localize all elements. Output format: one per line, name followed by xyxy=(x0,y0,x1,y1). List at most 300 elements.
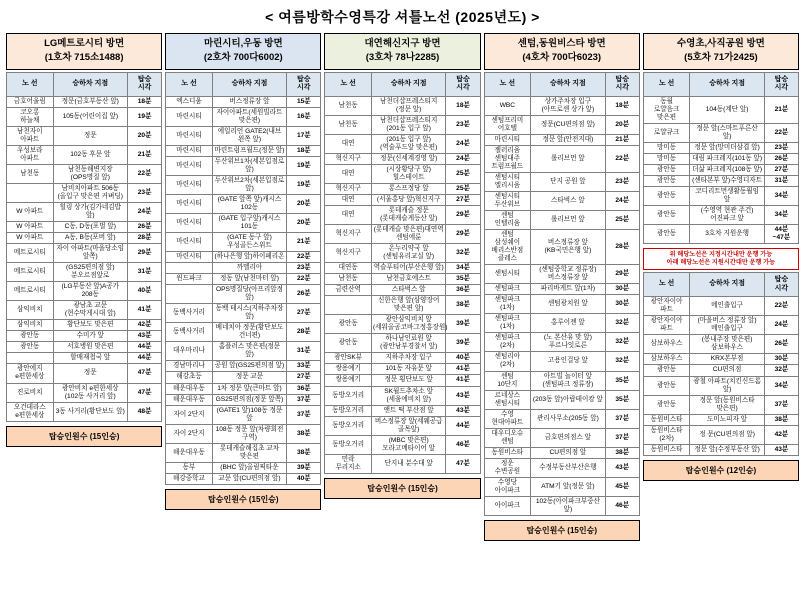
cell-time: 26분 xyxy=(764,153,798,164)
cell-stop: 정문 교문 xyxy=(212,372,286,383)
cell-time: 23분 xyxy=(605,172,639,191)
cell-time: 30분 xyxy=(605,295,639,314)
table-row xyxy=(484,477,639,496)
table-row xyxy=(7,383,162,402)
cell-stop: 정문 횡단보도 앞 xyxy=(371,375,445,386)
cell-time: 48분 xyxy=(128,402,162,421)
route-columns xyxy=(0,33,805,541)
cell-time: 38분 xyxy=(605,447,639,458)
table-row xyxy=(166,304,321,323)
cell-stop: 두산위브1차(세본입점로 앞) xyxy=(212,156,286,175)
cell-stop: 두산위브2차(세본입점로 앞) xyxy=(212,175,286,194)
table-row xyxy=(484,230,639,265)
route-table-1 xyxy=(6,72,162,422)
cell-stop: 광철 아파트(치킨신드롬 앞) xyxy=(690,376,764,395)
route-table-2 xyxy=(165,72,321,485)
table-row xyxy=(166,342,321,361)
cell-time: 34분 xyxy=(446,263,480,274)
cell-line: W 아파트 xyxy=(7,202,54,221)
table-row xyxy=(325,405,480,416)
cell-line: 광안동 xyxy=(7,342,54,353)
cell-stop: 파리바게트 앞(1차) xyxy=(531,284,605,295)
cell-line: 대연 xyxy=(325,194,372,205)
cell-time: 45분 xyxy=(605,477,639,496)
cell-time: 24분 xyxy=(605,191,639,210)
route-header-3 xyxy=(324,33,480,70)
cell-stop: (노 본산유 맞 앞)푸르나잇로른 xyxy=(531,333,605,352)
table-row xyxy=(643,153,798,164)
table-row xyxy=(166,145,321,156)
cell-line: 수영당 아이파크 xyxy=(484,477,531,496)
route-column-5 xyxy=(643,33,799,481)
cell-stop: 104동(계단 앞) xyxy=(690,96,764,123)
passenger-count-1: 탑승인원수 (15인승) xyxy=(6,426,162,447)
table-row xyxy=(643,444,798,455)
cell-line: 센텀 인텔리움 xyxy=(484,210,531,229)
table-row xyxy=(484,496,639,515)
cell-stop: 버스정류장 앞 xyxy=(212,96,286,107)
cell-stop: 롱스프정당 앞 xyxy=(371,183,445,194)
cell-time: 43분 xyxy=(128,331,162,342)
cell-stop: 남천동해변지장(OPS명질 앞) xyxy=(53,164,127,183)
table-row xyxy=(7,320,162,331)
cell-time: 42분 xyxy=(128,320,162,331)
cell-line: 동월 로얄음크 맞은편 xyxy=(643,96,690,123)
table-row xyxy=(7,96,162,107)
cell-time: 32분 xyxy=(446,244,480,263)
cell-line: 센텀시티 두산위브 xyxy=(484,191,531,210)
cell-line: 동방오거리 xyxy=(325,416,372,435)
cell-time: 31분 xyxy=(287,342,321,361)
cell-time: 40분 xyxy=(287,473,321,484)
cell-line: 광안동 xyxy=(643,175,690,186)
cell-stop: 정문 앞(동원비스타 맞은편) xyxy=(690,395,764,414)
table-row xyxy=(484,96,639,115)
cell-line: 메트로시티 xyxy=(7,263,54,282)
cell-time: 23분 xyxy=(446,115,480,134)
cell-line: 남천동 xyxy=(325,96,372,115)
cell-stop: 광남초 교문(현수막게시대 앞) xyxy=(53,301,127,320)
table-row xyxy=(325,285,480,296)
cell-time: 38분 xyxy=(446,296,480,315)
cell-time: 32분 xyxy=(764,365,798,376)
cell-stop: 자이 아파트(마을당소임 앞쪽) xyxy=(53,244,127,263)
cell-line: 젤러리움 센텀대주 트럼프월드 xyxy=(484,145,531,172)
cell-stop: 베네치아 정문(황단보도 건너편) xyxy=(212,323,286,342)
cell-time: 37분 xyxy=(605,428,639,447)
cell-line: 동원비스타 xyxy=(643,414,690,425)
cell-line: 삼보하우스 xyxy=(643,335,690,354)
cell-stop: 상가주차장 입구(아뜨로센 상가 앞) xyxy=(531,96,605,115)
table-row xyxy=(643,316,798,335)
cell-stop: CU편의점 xyxy=(690,365,764,376)
cell-time: 44분 xyxy=(128,353,162,364)
table-row xyxy=(325,134,480,153)
cell-line: 센텀파크 (1차) xyxy=(484,295,531,314)
cell-line: 윈드파크 xyxy=(166,274,213,285)
cell-stop: 정 문(CU편의점 앞) xyxy=(690,425,764,444)
cell-line: 광안자이아 파트 xyxy=(643,297,690,316)
cell-stop: 단지 공원 앞 xyxy=(531,172,605,191)
cell-line: 수영 현대아파트 xyxy=(484,409,531,428)
cell-line: WBC xyxy=(484,96,531,115)
table-row xyxy=(484,115,639,134)
cell-stop: 스타벅스 앞 xyxy=(531,191,605,210)
cell-line: 메트로시티 xyxy=(7,244,54,263)
cell-stop: 마린트럼프월드(정문 앞) xyxy=(212,145,286,156)
table-row xyxy=(643,395,798,414)
cell-time: 29분 xyxy=(128,244,162,263)
cell-time: 23분 xyxy=(764,142,798,153)
cell-time: 41분 xyxy=(446,364,480,375)
col-header-line: 노 선 xyxy=(484,72,531,96)
cell-time: 18분 xyxy=(287,145,321,156)
cell-line: 대연 xyxy=(325,205,372,224)
cell-stop: C동, D동(포벌 앞) xyxy=(53,222,127,233)
cell-stop: 롯데캐슬해집초 교차 맞은편 xyxy=(212,443,286,462)
cell-line: 르네상스 센텀시티 xyxy=(484,390,531,409)
cell-time: 15분 xyxy=(287,96,321,107)
cell-line: 삼보하우스 xyxy=(643,354,690,365)
table-header-row xyxy=(325,72,480,96)
table-row xyxy=(166,194,321,213)
table-row xyxy=(7,364,162,383)
cell-line: 혁신지구 xyxy=(325,244,372,263)
cell-line: 남천동 xyxy=(325,274,372,285)
cell-line: 삼익비치 xyxy=(7,320,54,331)
cell-line: 엑스디움 xyxy=(166,96,213,107)
cell-stop: 정문 앞(안전지대) xyxy=(531,134,605,145)
cell-stop: 남비치아파트 506동(올입구 맞은편 커벼딩) xyxy=(53,183,127,202)
cell-line: 자이 2단지 xyxy=(166,405,213,424)
cell-time: 26분 xyxy=(764,335,798,354)
table-row xyxy=(7,342,162,353)
cell-stop: 정동 앞(남천마터 앞) xyxy=(212,274,286,285)
cell-line: 광안동 xyxy=(643,376,690,395)
cell-stop: 101동 자유문 앞 xyxy=(371,364,445,375)
table-row xyxy=(325,194,480,205)
cell-time: 43분 xyxy=(446,405,480,416)
table-row xyxy=(166,405,321,424)
table-row xyxy=(484,458,639,477)
table-row xyxy=(484,447,639,458)
cell-line: 광안동 xyxy=(325,315,372,334)
cell-stop: 3동 사거리(황단보도 앞) xyxy=(53,402,127,421)
table-row xyxy=(166,443,321,462)
table-row xyxy=(325,386,480,405)
route-vehicle-4: (4호차 700다6023) xyxy=(522,51,602,63)
cell-stop: (롯데캐슬 맞은편)대연역 센텀에룬 xyxy=(371,225,445,244)
cell-time: 43분 xyxy=(446,386,480,405)
cell-time: 26분 xyxy=(287,285,321,304)
table-row xyxy=(484,145,639,172)
cell-time: 28분 xyxy=(128,233,162,244)
table-row xyxy=(484,191,639,210)
cell-stop: (시상황당구 앞)힐스테이트 xyxy=(371,164,445,183)
col-header-stop: 승하차 지점 xyxy=(690,273,764,297)
cell-time: 21분 xyxy=(764,96,798,123)
cell-line: 동방오거리 xyxy=(325,435,372,454)
table-row xyxy=(325,315,480,334)
table-row xyxy=(643,142,798,153)
route-name-5: 수영초,사직공원 방면 xyxy=(676,38,765,49)
cell-line: 망미동 xyxy=(643,142,690,153)
route-note: 위 해당노선은 지정시간내만 운행 가능 아래 해당노선은 지원시간대만 운행 가능 xyxy=(643,248,799,270)
table-row xyxy=(7,263,162,282)
cell-time: 18분 xyxy=(128,96,162,107)
table-row xyxy=(484,295,639,314)
cell-line: 센텀 10단지 xyxy=(484,371,531,390)
cell-line xyxy=(7,183,54,202)
cell-time: 21분 xyxy=(605,134,639,145)
route-name-2: 마린시티,우동 방면 xyxy=(203,38,283,49)
cell-stop: 102동(아이파크부중산 앞) xyxy=(531,496,605,515)
table-header-row xyxy=(166,72,321,96)
cell-line: 해강중학교 xyxy=(166,473,213,484)
cell-time: 37분 xyxy=(764,395,798,414)
table-row xyxy=(643,335,798,354)
cell-stop: (마을버스 정류장 앞)메인출입구 xyxy=(690,316,764,335)
cell-stop: 역슬푸티어(부산은행 앞) xyxy=(371,263,445,274)
table-row xyxy=(166,383,321,394)
cell-stop: (LG부동산 앞)A공가 208동 xyxy=(53,282,127,301)
cell-time: 34분 xyxy=(764,205,798,224)
table-row xyxy=(166,126,321,145)
cell-line xyxy=(166,263,213,274)
cell-line: 동백사거리 xyxy=(166,323,213,342)
table-row xyxy=(166,175,321,194)
route-table-5 xyxy=(643,72,799,245)
cell-time: 36분 xyxy=(446,285,480,296)
route-name-4: 센텀,동원비스타 방면 xyxy=(517,38,606,49)
cell-time: 22분 xyxy=(287,252,321,263)
cell-stop: (수영역 현관 주건)어진파크 앞 xyxy=(690,205,764,224)
cell-stop: 롤리브먼 앞 xyxy=(531,145,605,172)
table-row xyxy=(7,353,162,364)
table-row xyxy=(166,361,321,372)
table-row xyxy=(643,175,798,186)
cell-time: 29분 xyxy=(446,225,480,244)
cell-time: 24분 xyxy=(446,153,480,164)
cell-time: 25분 xyxy=(446,164,480,183)
table-row xyxy=(325,353,480,364)
table-row xyxy=(7,233,162,244)
col-header-line: 노 선 xyxy=(7,72,54,96)
cell-stop: 관리사무소(205동 앞) xyxy=(531,409,605,428)
cell-stop: 더삶 파크레지(108동 앞) xyxy=(690,164,764,175)
table-row xyxy=(484,172,639,191)
cell-line: 혁신지구 xyxy=(325,153,372,164)
cell-stop: (MBC 맞은편)모라고메타이어 앞 xyxy=(371,435,445,454)
cell-line: 광안동 xyxy=(643,225,690,244)
cell-line: 광안동 xyxy=(643,205,690,224)
cell-time: 42분 xyxy=(764,425,798,444)
col-header-time: 탑승 시각 xyxy=(128,72,162,96)
route-column-1 xyxy=(6,33,162,447)
route-table-4 xyxy=(484,72,640,516)
cell-time: 30분 xyxy=(605,284,639,295)
cell-stop: 도미노피자 앞 xyxy=(690,414,764,425)
table-row xyxy=(484,428,639,447)
cell-line: 자이 2단지 xyxy=(166,424,213,443)
table-row xyxy=(166,274,321,285)
cell-stop: 할매재첩국 앞 xyxy=(53,353,127,364)
cell-time: 44분 ~47분 xyxy=(764,225,798,244)
cell-time: 37분 xyxy=(605,409,639,428)
cell-time: 47분 xyxy=(446,454,480,473)
cell-line: 우성보라 아파트 xyxy=(7,145,54,164)
cell-time: 18분 xyxy=(605,96,639,115)
cell-line: 해강초등 xyxy=(166,372,213,383)
cell-line: 로얄큐크 xyxy=(643,123,690,142)
route-table-3 xyxy=(324,72,480,474)
table-row xyxy=(484,390,639,409)
table-row xyxy=(166,156,321,175)
cell-line: 센텀파크 (1차) xyxy=(484,314,531,333)
cell-time: 20분 xyxy=(287,194,321,213)
cell-line: 마린시티 xyxy=(166,107,213,126)
table-row xyxy=(166,107,321,126)
table-row xyxy=(7,202,162,221)
cell-stop: 코디리트먼생활동윌임 앞 xyxy=(690,186,764,205)
table-row xyxy=(643,354,798,365)
route-column-2 xyxy=(165,33,321,510)
cell-line: 쌍용예기 xyxy=(325,364,372,375)
table-row xyxy=(643,365,798,376)
cell-stop: 공원 앞(GS25편의점 앞) xyxy=(212,361,286,372)
table-row xyxy=(643,123,798,142)
cell-stop: (GATE1 앞)108동 정문 앞 xyxy=(212,405,286,424)
table-row xyxy=(325,183,480,194)
cell-time: 20분 xyxy=(287,213,321,232)
cell-line: 센텀프리미 어호텔 xyxy=(484,115,531,134)
cell-line: 센텀파크 xyxy=(484,284,531,295)
cell-time: 21분 xyxy=(128,145,162,164)
table-row xyxy=(325,454,480,473)
table-row xyxy=(7,301,162,320)
cell-line: 아이파크 xyxy=(484,496,531,515)
table-row xyxy=(325,263,480,274)
route-header-4 xyxy=(484,33,640,70)
cell-time: 35분 xyxy=(605,371,639,390)
cell-time: 40분 xyxy=(128,282,162,301)
cell-line xyxy=(166,285,213,304)
cell-line: 광안자이아 파트 xyxy=(643,316,690,335)
table-row xyxy=(166,462,321,473)
cell-stop: 자이아파트(세원빌라트 맞은편) xyxy=(212,107,286,126)
cell-time: 31분 xyxy=(764,175,798,186)
col-header-time: 탑승 시각 xyxy=(764,72,798,96)
cell-line: 대연 xyxy=(325,134,372,153)
cell-stop: 교문 앞(CU편의점 앞) xyxy=(212,473,286,484)
cell-time: 38분 xyxy=(287,424,321,443)
col-header-line: 노 선 xyxy=(325,72,372,96)
cell-line: 동부 xyxy=(166,462,213,473)
cell-time: 32분 xyxy=(605,314,639,333)
cell-stop: 광안비치 e편한세상(102동 사거리 앞) xyxy=(53,383,127,402)
cell-stop: 남천더샵프레스티지(201동 입구 앞) xyxy=(371,115,445,134)
col-header-line: 노 선 xyxy=(166,72,213,96)
cell-stop: 정문 xyxy=(53,364,127,383)
cell-stop: 정문 xyxy=(53,126,127,145)
cell-stop: 아트빌 놀이터 앞(센텀파크 정류장) xyxy=(531,371,605,390)
table-row xyxy=(325,375,480,386)
col-header-line: 노 선 xyxy=(643,72,690,96)
cell-stop: 3호차 지원운행 xyxy=(690,225,764,244)
cell-time: 37분 xyxy=(287,405,321,424)
cell-line: 금련산역 xyxy=(325,285,372,296)
cell-stop: 108동 정문 앞(차량회전 구역) xyxy=(212,424,286,443)
cell-line: 마린시티 xyxy=(166,233,213,252)
page-title: < 여름방학수영특강 셔틀노선 (2025년도) > xyxy=(265,9,540,25)
cell-time: 27분 xyxy=(287,304,321,323)
cell-stop: 까멜리아 xyxy=(212,263,286,274)
cell-stop: (하나은행 앞)하이페리온 xyxy=(212,252,286,263)
cell-line: 마린시티 xyxy=(166,126,213,145)
col-header-stop: 승하차 지점 xyxy=(371,72,445,96)
cell-time: 22분 xyxy=(764,297,798,316)
passenger-count-4: 탑승인원수 (15인승) xyxy=(484,520,640,541)
cell-stop: 102동 후문 앞 xyxy=(53,145,127,164)
table-row xyxy=(325,225,480,244)
cell-line: 광안동 xyxy=(643,164,690,175)
table-row xyxy=(7,183,162,202)
table-row xyxy=(166,424,321,443)
table-row xyxy=(166,285,321,304)
cell-time: 18분 xyxy=(446,96,480,115)
cell-time: 25분 xyxy=(605,210,639,229)
cell-time: 38분 xyxy=(287,443,321,462)
cell-stop: 버스정류장 앞(KB국민은행 앞) xyxy=(531,230,605,265)
cell-stop: 롯데캐슬 정문(롯데캐슬게등산 앞) xyxy=(371,205,445,224)
cell-line: 광안동 xyxy=(325,334,372,353)
cell-line: 삼익비치 xyxy=(7,301,54,320)
table-row xyxy=(166,263,321,274)
cell-stop: 정문 앞(스마트푸른산 앞) xyxy=(690,123,764,142)
route-vehicle-2: (2호차 700다6002) xyxy=(203,51,283,63)
table-row xyxy=(325,435,480,454)
cell-time: 20분 xyxy=(605,115,639,134)
cell-stop: 동백 테시스(지하주차장 앞) xyxy=(212,304,286,323)
cell-line: 대우마리나 xyxy=(166,342,213,361)
passenger-count-3: 탑승인원수 (15인승) xyxy=(324,478,480,499)
cell-line: 광안동 xyxy=(7,331,54,342)
table-row xyxy=(7,244,162,263)
cell-line: 정운 수변공원 xyxy=(484,458,531,477)
cell-line: 메트로시티 xyxy=(7,282,54,301)
cell-line xyxy=(7,353,54,364)
cell-stop: (GATE 앞쪽 앞)캐시스 102동 xyxy=(212,194,286,213)
cell-stop: 수미가 앞 xyxy=(53,331,127,342)
cell-line: 마린시티 xyxy=(166,194,213,213)
cell-time: 35분 xyxy=(605,390,639,409)
cell-line: 광안동 xyxy=(643,395,690,414)
cell-time: 17분 xyxy=(287,126,321,145)
cell-stop: (GATE 입구앞)캐시스 101동 xyxy=(212,213,286,232)
cell-time: 27분 xyxy=(287,372,321,383)
table-row xyxy=(484,333,639,352)
table-row xyxy=(7,126,162,145)
col-header-stop: 승하차 지점 xyxy=(53,72,127,96)
cell-time: 28분 xyxy=(287,323,321,342)
cell-time: 24분 xyxy=(764,316,798,335)
cell-line: 코오롱 하늘채 xyxy=(7,107,54,126)
cell-stop: OPS명질당(아프리앞정 앞) xyxy=(212,285,286,304)
table-row xyxy=(643,225,798,244)
table-row xyxy=(325,153,480,164)
cell-stop: (서울홍당 앞)혁신지구 xyxy=(371,194,445,205)
cell-stop: GS25편의점(정문 앞쪽) xyxy=(212,394,286,405)
